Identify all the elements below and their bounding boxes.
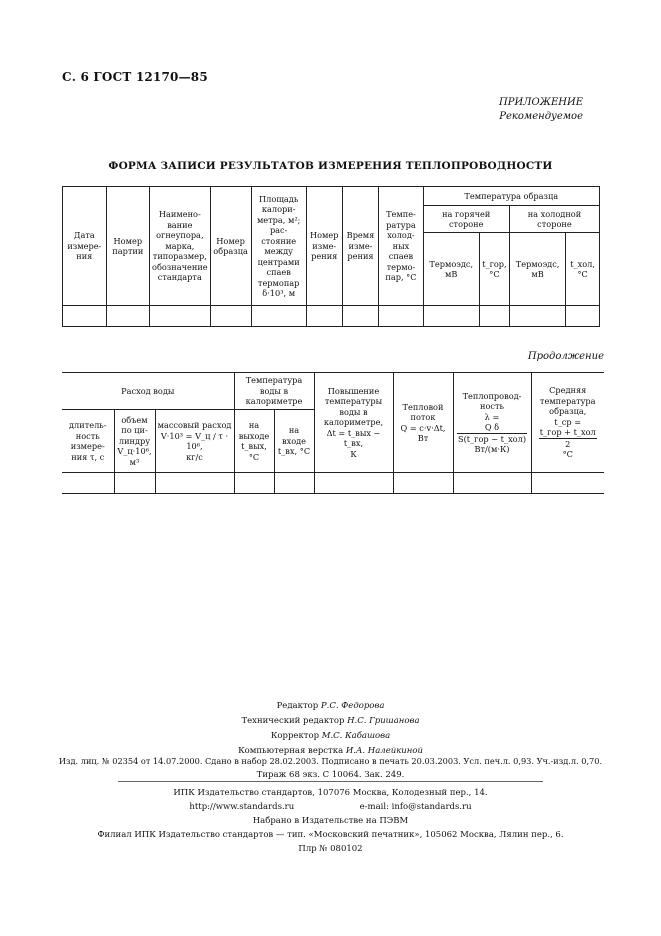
heat-flow-formula: Q = c·v·Δt, (400, 422, 446, 433)
col-emf-cold: Термоэдс, мВ (509, 233, 565, 306)
mean-temp-unit: °С (562, 449, 573, 460)
mean-temp-label: Средняя температура образца, (539, 385, 596, 417)
col-volume: объем по ци-линдру V_ц·10⁶, м³ (114, 410, 155, 473)
col-t-hot: t_гор, °С (479, 233, 509, 306)
col-outlet: на выходе t_вых, °С (234, 410, 274, 473)
continuation-table (62, 372, 604, 494)
heat-flow-unit: Вт (417, 433, 429, 443)
form-title: ФОРМА ЗАПИСИ РЕЗУЛЬТАТОВ ИЗМЕРЕНИЯ ТЕПЛОПРОВОДНОСТИ (108, 160, 553, 172)
mean-temp-formula: t_ср = $\frac{\text{t\_гор + t\_хол}}{2}$ (539, 416, 596, 449)
col-duration: длитель-ность измере-ния τ, с (62, 410, 114, 473)
col-area: Площадь калори-метра, м²; рас-стояние между центрами спаев термопар δ·10³, м (251, 187, 306, 306)
credit-editor: Редактор Р.С. Федорова (276, 701, 385, 711)
col-hot-side: на горячей стороне (423, 206, 509, 233)
col-date: Дата измере-ния (63, 187, 107, 306)
credit-corrector: Корректор М.С. Кабашова (270, 731, 391, 741)
publisher-line-4: Филиал ИПК Издательство стандартов — тип. «Московский печатник», 105062 Москва, Лялин пер., 6. (97, 830, 564, 840)
col-water-temp: Температура воды в калориметре (234, 373, 314, 410)
col-name: Наимено-вание огнеупора, марка, типоразмер, обозначение стандарта (150, 187, 211, 306)
col-cold-side: на холодной стороне (509, 206, 599, 233)
col-mass-flow (155, 410, 234, 473)
credits-block (0, 699, 661, 759)
col-inlet: на входе t_вх, °С (274, 410, 314, 473)
divider (118, 781, 543, 782)
publisher-line-1: ИПК Издательство стандартов, 107076 Москва, Колодезный пер., 14. (173, 788, 488, 798)
appendix-block (499, 96, 583, 124)
page-header: С. 6 ГОСТ 12170—85 (62, 70, 208, 84)
col-cold-junction-temp: Темпе-ратура холод-ных спаев термо-пар, °С (379, 187, 423, 306)
table-row (63, 306, 600, 327)
mass-flow-unit: кг/с (186, 451, 203, 462)
mass-flow-formula: V·10³ = V_ц / τ · 10⁶, (160, 430, 229, 451)
imprint-line-2: Тираж 68 экз. С 10064. Зак. 249. (256, 770, 405, 780)
col-conductivity (453, 373, 531, 473)
credit-layout: Компьютерная верстка И.А. Налейкиной (238, 746, 423, 756)
table-row (62, 473, 604, 494)
heat-flow-label: Тепловой поток (402, 401, 444, 422)
email-link: e-mail: info@standards.ru (359, 802, 472, 812)
appendix-status: Рекомендуемое (499, 111, 583, 122)
col-sample-no: Номер образца (210, 187, 251, 306)
col-mean-temp (531, 373, 604, 473)
col-sample-temp: Температура образца (423, 187, 599, 206)
conductivity-formula: λ = $\frac{\text{Q δ}}{\text{S(t\_гор − t\_хол)}}$ (457, 411, 527, 444)
col-t-cold: t_хол, °С (566, 233, 600, 306)
col-water-flow: Расход воды (62, 373, 234, 410)
col-batch: Номер партии (106, 187, 149, 306)
temp-rise-label: Повышение температуры воды в калориметре, (323, 385, 384, 428)
imprint-line-1: Изд. лиц. № 02354 от 14.07.2000. Сдано в набор 28.02.2003. Подписано в печать 20.03.2003. Усл. печ.л. 0,93. Уч.-изд.л. 0,70. (58, 756, 603, 766)
appendix-label: ПРИЛОЖЕНИЕ (499, 97, 583, 108)
col-temp-rise (314, 373, 393, 473)
col-meter-no: Номер изме-рения (306, 187, 342, 306)
mean-temp-fraction: $\frac{\text{t\_гор + t\_хол}}{2}$ (539, 427, 596, 449)
temp-rise-unit: К (350, 448, 357, 459)
conductivity-fraction: $\frac{\text{Q δ}}{\text{S(t\_гор − t\_хол)}}$ (457, 422, 527, 444)
temp-rise-formula: Δt = t_вых − t_вх, (326, 427, 381, 449)
mass-flow-label: массовый расход (157, 420, 232, 430)
continuation-label: Продолжение (527, 351, 604, 362)
col-emf-hot: Термоэдс, мВ (423, 233, 479, 306)
website-link: http://www.standards.ru (189, 802, 295, 812)
col-time: Время изме-рения (342, 187, 379, 306)
conductivity-unit: Вт/(м·К) (474, 444, 510, 454)
measurement-table (62, 186, 600, 327)
publisher-contacts (0, 800, 661, 814)
conductivity-label: Теплопровод-ность (462, 390, 522, 411)
publisher-line-5: Плр № 080102 (298, 844, 363, 854)
credit-tech-editor: Технический редактор Н.С. Гришанова (241, 716, 420, 726)
publisher-line-3: Набрано в Издательстве на ПЭВМ (252, 816, 409, 826)
col-heat-flow (393, 373, 453, 473)
